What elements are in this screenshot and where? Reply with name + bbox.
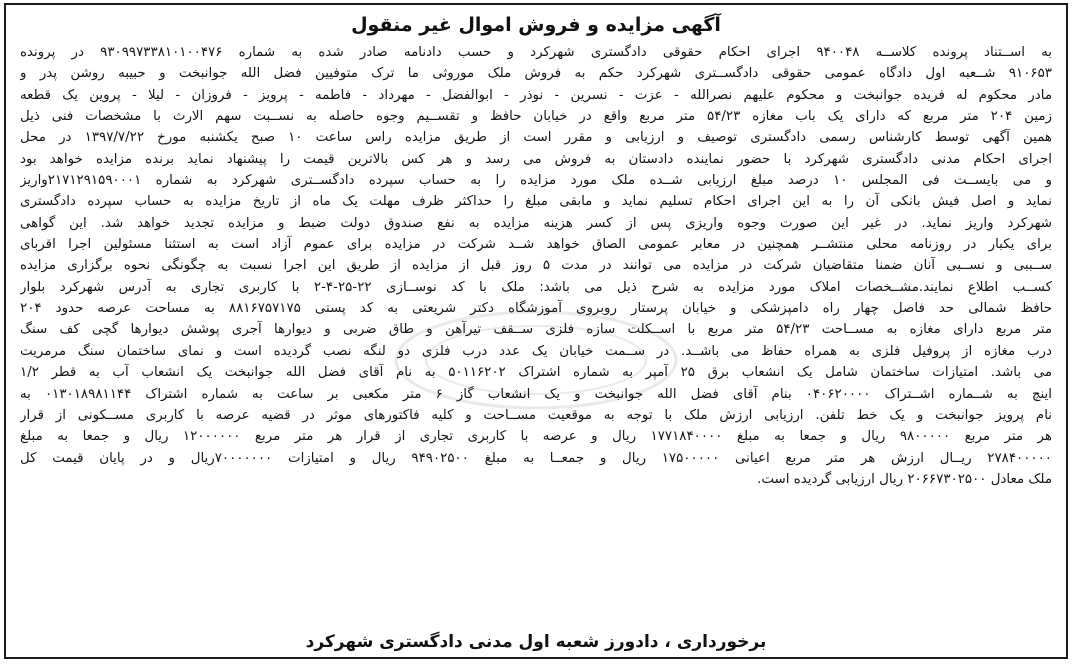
notice-signature: برخورداری ، دادورز شعبه اول مدنی دادگستری شهرکرد <box>305 632 767 652</box>
notice-body-line: حافظ شمالی حد فاصل چهار راه دامپزشکی و خیابان پرستار روبروی آموزشگاه دکتر شریعتی به کد پستی ۸۸۱۶۷۵۷۱۷۵ به مساحت عرصه حدود ۲۰۴ <box>20 301 1052 317</box>
notice-body-line: به اســتناد پرونده کلاســه ۹۴۰۰۴۸ اجرای احکام حقوقی دادگستری شهرکرد و حسب دادنامه صادر شده به شماره ۹۳۰۹۹۷۳۳۸۱۰۱۰۰۴۷۶ در پرونده <box>20 45 1052 60</box>
notice-body-line: و می بایســت فی المجلس ۱۰ درصد مبلغ ارزیابی شــده ملک مورد مزایده را به حساب سپرده دادگســتری شهرکرد به شماره ۲۱۷۱۲۹۱۵۹۰۰۰۱واریز <box>20 173 1052 189</box>
notice-body-line: زمین ۲۰۴ متر مربع که دارای یک باب مغازه ۵۴/۲۳ متر مربع واقع در خیابان حافظ و تقســیم وجوه حاصله به نســبت سهم الارث با مشخصات فنی ذیل <box>20 109 1052 125</box>
notice-body-line: اینچ به شــماره اشــتراک ۰۴۰۶۲۰۰۰۰ بنام آقای فضل الله جوانبخت و یک انشعاب گاز ۶ متر مکعبی بر ساعت به شماره اشتراک ۰۱۳۰۱۸۹۸۱۱۴۴ به <box>20 386 1052 402</box>
notice-body-line: می باشد. امتیازات ساختمان شامل یک انشعاب برق ۲۵ آمپر به شماره اشتراک ۵۰۱۱۶۲۰۲ به نام آقای فضل الله جوانبخت یک انشعاب آب به قطر ۱/۲ <box>20 365 1052 381</box>
notice-frame <box>4 3 1068 659</box>
notice-body-line: ۲۷۸۴۰۰۰۰۰ ریــال ارزش هر متر مربع اعیانی ۱۷۵۰۰۰۰۰ ریال و جمعــا به مبلغ ۹۴۹۰۲۵۰۰ ریال و امتیازات ۷۰۰۰۰۰۰۰ریال و در پایان قیمت کل <box>20 450 1052 466</box>
notice-title: آگهی مزایده و فروش اموال غیر منقول <box>351 14 721 36</box>
notice-body-line: ۹۱۰۶۵۳ شــعبه اول دادگاه عمومی حقوقی دادگســتری شهرکرد حکم به فروش ملک موروثی ما ترک متوفیین فضل الله جوانبخت و حبیبه روشن پدر و <box>20 66 1052 82</box>
notice-body-line: نماید و اصل فیش بانکی آن را به این اجرای احکام تسلیم نماید و مابقی مبلغ را حداکثر ظرف مهلت یک ماه از تاریخ مزایده به حساب سپرده دادگستری <box>20 194 1052 210</box>
notice-body-line: همین آگهی توسط کارشناس رسمی دادگستری توصیف و ارزیابی و مقرر است از طریق مزایده راس ساعت ۱۰ صبح یکشنبه مورخ ۱۳۹۷/۷/۲۲ در محل <box>20 130 1052 146</box>
notice-body-line: درب مغازه از پروفیل فلزی به همراه حفاظ می باشــد. در ســمت خیابان یک عدد درب فلزی دو لنگه نصب گردیده است و نمای ساختمان سنگ مرمریت <box>20 343 1052 359</box>
notice-body-line: هر متر مربع ۹۸۰۰۰۰۰ ریال و جمعا به مبلغ ۱۷۷۱۸۴۰۰۰۰ ریال و عرصه با کاربری تجاری از قرار هر متر مربع ۱۲۰۰۰۰۰۰ ریال و جمعا به مبلغ <box>20 429 1052 445</box>
notice-body <box>20 42 1052 490</box>
notice-body-line: برای یکبار در روزنامه محلی منتشــر همچنین در معابر عمومی الصاق خواهد شــد شرکت در مزایده برای عموم آزاد است به استثنا مسئولین اجرا اقربای <box>20 237 1052 253</box>
notice-body-line: کســب اطلاع نمایند.مشــخصات املاک مورد مزایده به شرح ذیل می باشد: ملک با کد نوســازی ۲۲-۲۵-۴-۲ با کاربری تجاری به آدرس شهرکرد بلوار <box>20 279 1052 295</box>
notice-body-line: نام پرویز جوانبخت و یک خط تلفن. ارزیابی ارزش ملک با توجه به موقعیت مســاحت و کلیه فاکتورهای موثر در قضیه عرصه با کاربری مســکونی از قرار <box>20 407 1052 423</box>
notice-body-line: اجرای احکام مدنی دادگستری شهرکرد با حضور نماینده دادستان به فروش می رسد و هر کس بالاترین قیمت را پیشنهاد نماید برنده مزایده خواهد بود <box>20 151 1052 167</box>
notice-body-line: مادر محکوم له فریده جوانبخت و محکوم علیهم نصرالله - عزت - نسرین - نوذر - ابوالفضل - مهرداد - فاطمه - پرویز - فروزان - لیلا - پروین یک قطعه <box>20 87 1052 103</box>
notice-body-line: متر مربع دارای مغازه به مســاحت ۵۴/۲۳ متر مربع با اســکلت سازه فلزی ســقف تیرآهن و طاق ضربی و دیوارها آجری پوشش دیوارها گچی کف سنگ <box>20 322 1052 338</box>
notice-body-line: ســببی و نســبی آنان ضمنا متقاضیان شرکت در مزایده می توانند در مدت ۵ روز قبل از مزایده از طریق این اجرا نسبت به چگونگی نحوه برگزاری مزایده <box>20 258 1052 274</box>
notice-body-line: ملک معادل ۲۰۶۶۷۳۰۲۵۰۰ ریال ارزیابی گردیده است. <box>757 471 1052 487</box>
notice-body-line: شهرکرد واریز نماید. در غیر این صورت وجوه واریزی پس از کسر هزینه مزایده به نفع صندوق دولت ضبط و مزایده تجدید خواهد شد. این گواهی <box>20 215 1052 231</box>
